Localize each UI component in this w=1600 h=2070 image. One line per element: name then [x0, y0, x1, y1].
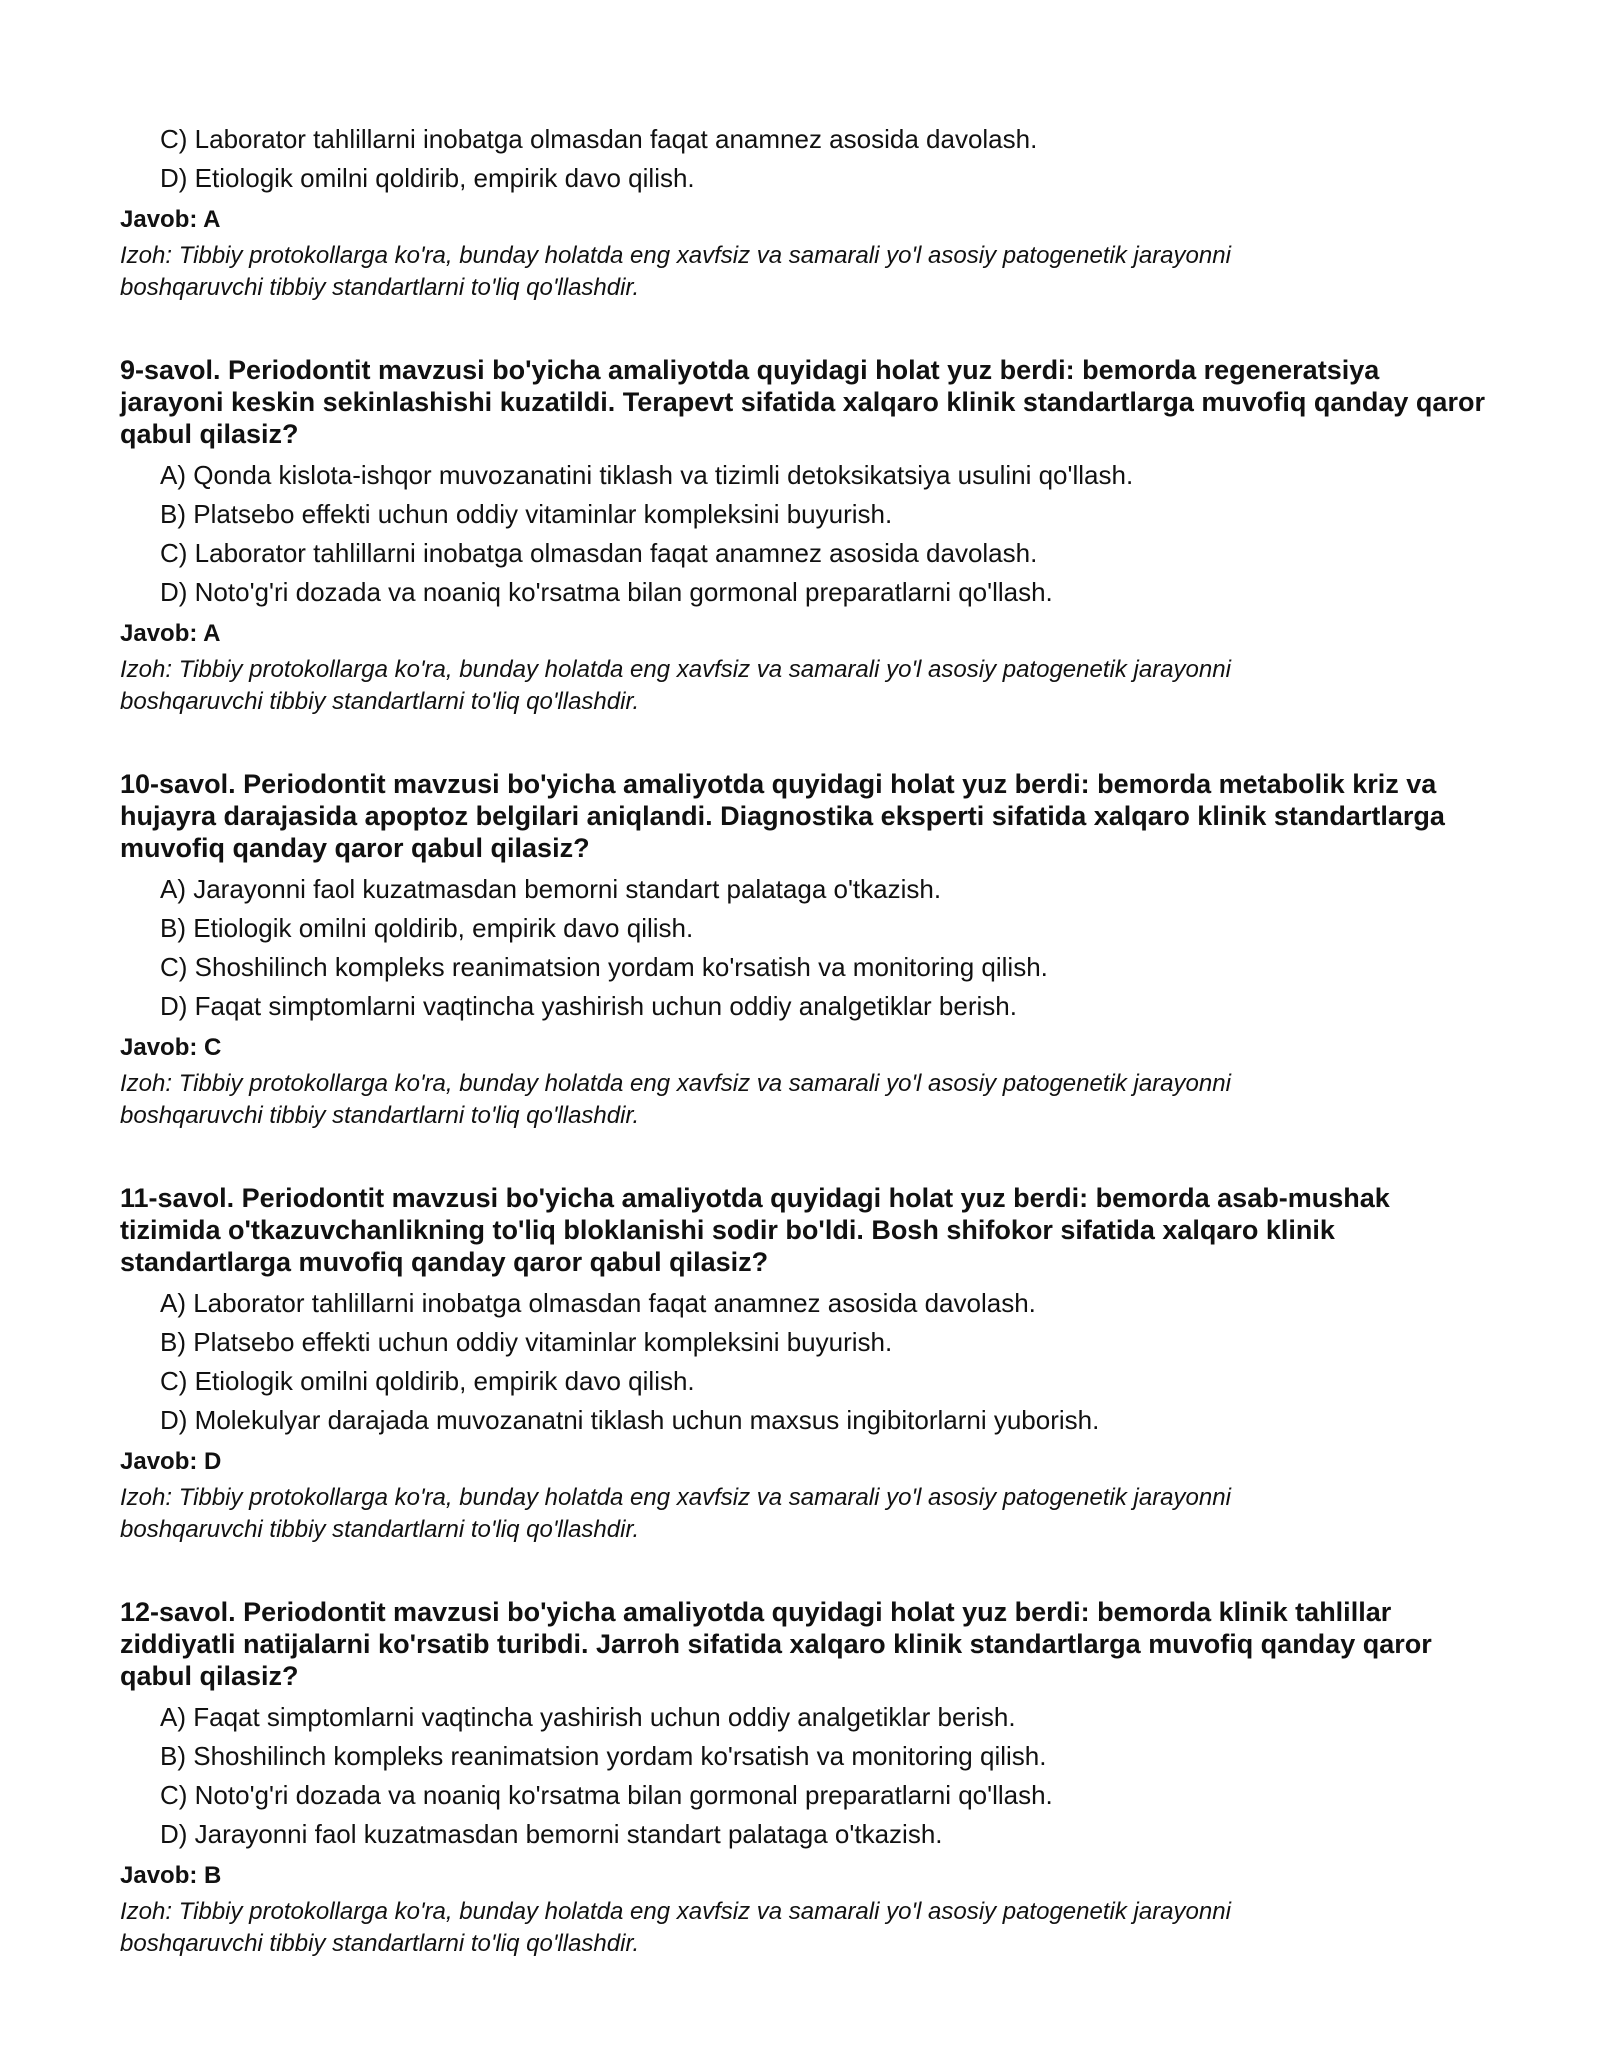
option-d: D) Etiologik omilni qoldirib, empirik davo qilish.	[160, 163, 695, 193]
question-text: 11-savol. Periodontit mavzusi bo'yicha amaliyotda quyidagi holat yuz berdi: bemorda asab-mushak tizimida o'tkazuvchanlikning to'liq bloklanishi sodir bo'ldi. Bosh shifokor sifatida xalqaro klinik standartlarga muvofiq qanday qaror qabul qilasiz?	[120, 1183, 1390, 1277]
option-c: C) Laborator tahlillarni inobatga olmasdan faqat anamnez asosida davolash.	[160, 538, 1038, 568]
question-text: 12-savol. Periodontit mavzusi bo'yicha amaliyotda quyidagi holat yuz berdi: bemorda klinik tahlillar ziddiyatli natijalarni ko'rsatib turibdi. Jarroh sifatida xalqaro klinik standartlarga muvofiq qanday qaror qabul qilasiz?	[120, 1597, 1432, 1691]
option-c: C) Noto'g'ri dozada va noaniq ko'rsatma bilan gormonal preparatlarni qo'llash.	[160, 1780, 1053, 1810]
explanation-note	[120, 1068, 1490, 1132]
answer-label: Javob: A	[120, 620, 221, 647]
question-9	[120, 354, 1490, 718]
options-list	[120, 1698, 1490, 1854]
option-d: D) Faqat simptomlarni vaqtincha yashirish uchun oddiy analgetiklar berish.	[160, 991, 1017, 1021]
answer-label: Javob: C	[120, 1034, 222, 1061]
option-c: C) Shoshilinch kompleks reanimatsion yordam ko'rsatish va monitoring qilish.	[160, 952, 1048, 982]
explanation-line-2: boshqaruvchi tibbiy standartlarni to'liq qo'llashdir.	[120, 274, 640, 301]
option-b: B) Etiologik omilni qoldirib, empirik davo qilish.	[160, 913, 694, 943]
option-b: B) Shoshilinch kompleks reanimatsion yordam ko'rsatish va monitoring qilish.	[160, 1741, 1047, 1771]
explanation-note	[120, 1896, 1490, 1960]
explanation-line-1: Izoh: Tibbiy protokollarga ko'ra, bunday holatda eng xavfsiz va samarali yo'l asosiy patogenetik jarayonni	[120, 656, 1231, 683]
option-b: B) Platsebo effekti uchun oddiy vitaminlar kompleksini buyurish.	[160, 499, 893, 529]
question-10	[120, 768, 1490, 1132]
option-d: D) Noto'g'ri dozada va noaniq ko'rsatma bilan gormonal preparatlarni qo'llash.	[160, 577, 1053, 607]
options-list	[120, 120, 1490, 198]
options-list	[120, 1284, 1490, 1440]
option-c: C) Etiologik omilni qoldirib, empirik davo qilish.	[160, 1366, 695, 1396]
explanation-line-1: Izoh: Tibbiy protokollarga ko'ra, bunday holatda eng xavfsiz va samarali yo'l asosiy patogenetik jarayonni	[120, 1898, 1231, 1925]
options-list	[120, 870, 1490, 1026]
answer-label: Javob: A	[120, 206, 221, 233]
option-a: A) Faqat simptomlarni vaqtincha yashirish uchun oddiy analgetiklar berish.	[160, 1702, 1016, 1732]
explanation-note	[120, 240, 1490, 304]
document-page	[120, 120, 1490, 1960]
explanation-line-2: boshqaruvchi tibbiy standartlarni to'liq qo'llashdir.	[120, 1930, 640, 1957]
explanation-line-1: Izoh: Tibbiy protokollarga ko'ra, bunday holatda eng xavfsiz va samarali yo'l asosiy patogenetik jarayonni	[120, 1070, 1231, 1097]
question-text: 9-savol. Periodontit mavzusi bo'yicha amaliyotda quyidagi holat yuz berdi: bemorda regeneratsiya jarayoni keskin sekinlashishi kuzatildi. Terapevt sifatida xalqaro klinik standartlarga muvofiq qanday qaror qabul qilasiz?	[120, 355, 1485, 449]
explanation-line-2: boshqaruvchi tibbiy standartlarni to'liq qo'llashdir.	[120, 1516, 640, 1543]
question-text: 10-savol. Periodontit mavzusi bo'yicha amaliyotda quyidagi holat yuz berdi: bemorda metabolik kriz va hujayra darajasida apoptoz belgilari aniqlandi. Diagnostika eksperti sifatida xalqaro klinik standartlarga muvofiq qanday qaror qabul qilasiz?	[120, 769, 1445, 863]
option-d: D) Jarayonni faol kuzatmasdan bemorni standart palataga o'tkazish.	[160, 1819, 943, 1849]
answer-label: Javob: B	[120, 1862, 222, 1889]
question-11	[120, 1182, 1490, 1546]
explanation-line-2: boshqaruvchi tibbiy standartlarni to'liq qo'llashdir.	[120, 1102, 640, 1129]
answer-label: Javob: D	[120, 1448, 222, 1475]
options-list	[120, 456, 1490, 612]
explanation-line-1: Izoh: Tibbiy protokollarga ko'ra, bunday holatda eng xavfsiz va samarali yo'l asosiy patogenetik jarayonni	[120, 242, 1231, 269]
explanation-line-2: boshqaruvchi tibbiy standartlarni to'liq qo'llashdir.	[120, 688, 640, 715]
option-b: B) Platsebo effekti uchun oddiy vitaminlar kompleksini buyurish.	[160, 1327, 893, 1357]
question-12	[120, 1596, 1490, 1960]
option-d: D) Molekulyar darajada muvozanatni tiklash uchun maxsus ingibitorlarni yuborish.	[160, 1405, 1100, 1435]
explanation-note	[120, 654, 1490, 718]
question-8-continued	[120, 120, 1490, 304]
option-a: A) Jarayonni faol kuzatmasdan bemorni standart palataga o'tkazish.	[160, 874, 942, 904]
option-c: C) Laborator tahlillarni inobatga olmasdan faqat anamnez asosida davolash.	[160, 124, 1038, 154]
option-a: A) Qonda kislota-ishqor muvozanatini tiklash va tizimli detoksikatsiya usulini qo'llash.	[160, 460, 1134, 490]
option-a: A) Laborator tahlillarni inobatga olmasdan faqat anamnez asosida davolash.	[160, 1288, 1036, 1318]
explanation-line-1: Izoh: Tibbiy protokollarga ko'ra, bunday holatda eng xavfsiz va samarali yo'l asosiy patogenetik jarayonni	[120, 1484, 1231, 1511]
explanation-note	[120, 1482, 1490, 1546]
